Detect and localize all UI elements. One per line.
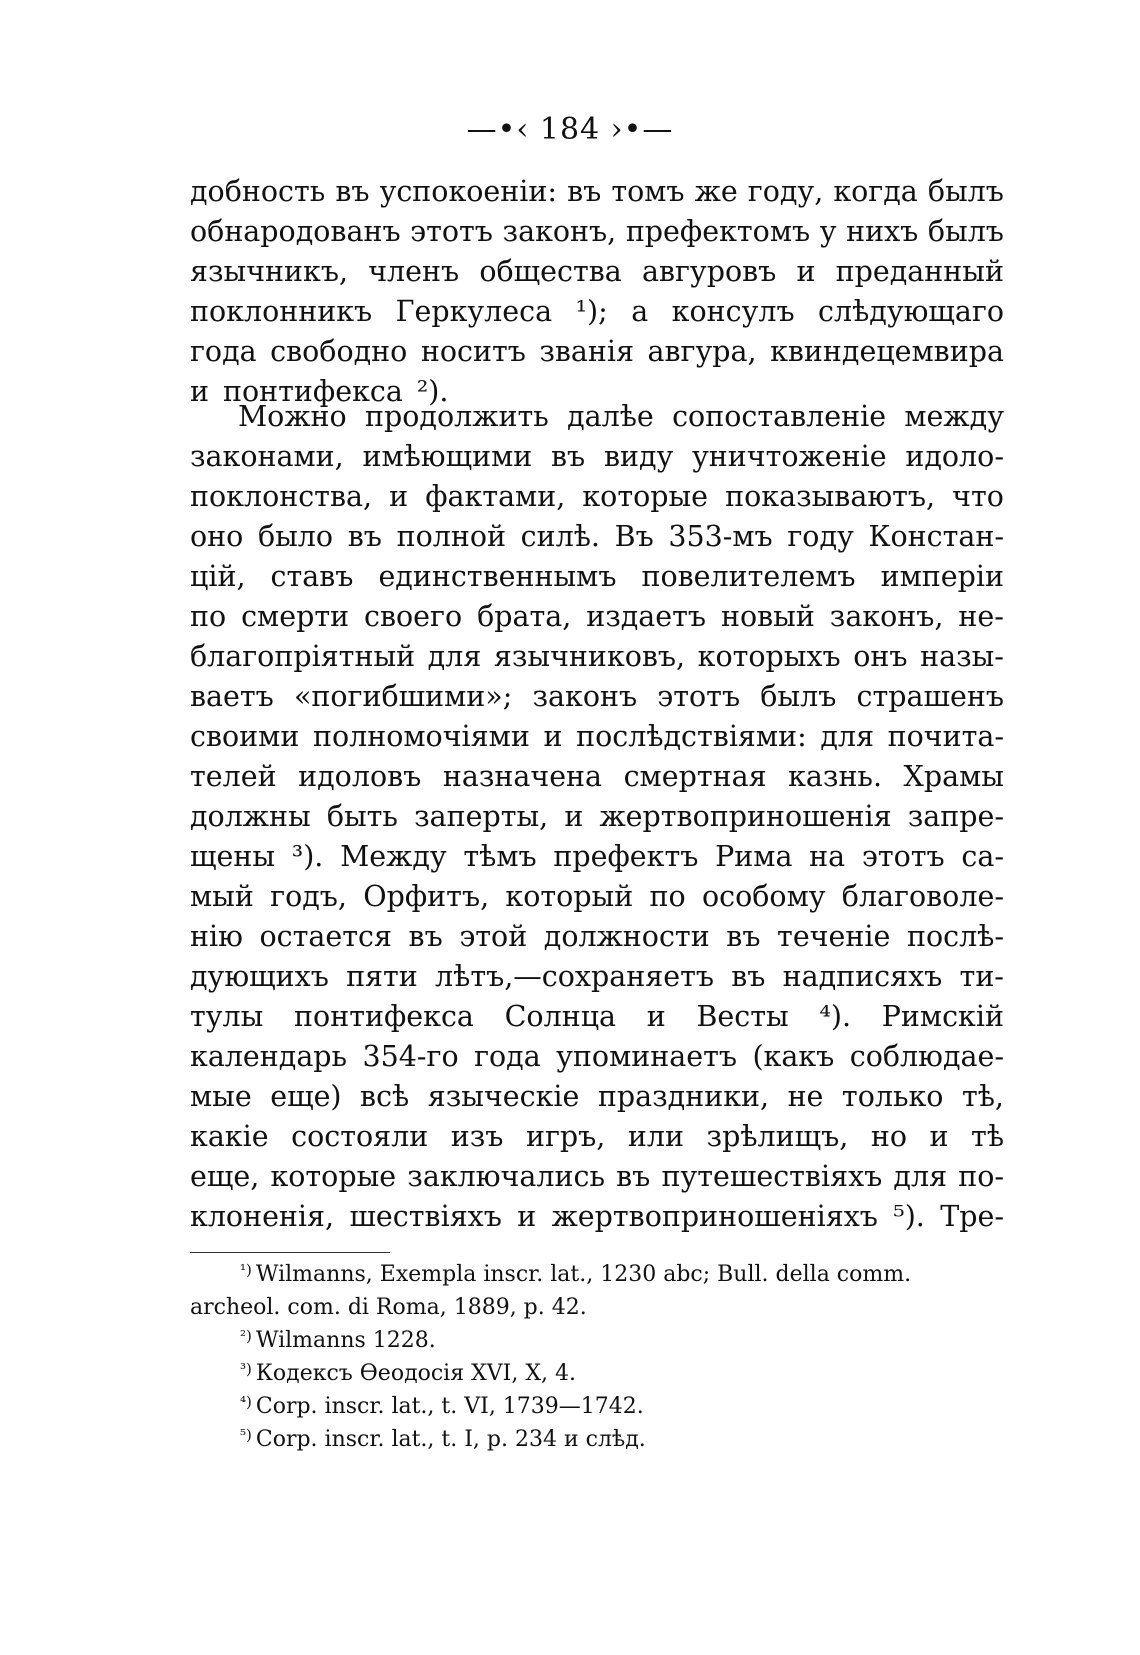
word: но	[870, 1120, 907, 1153]
footnote-mark: ⁵)	[240, 1426, 252, 1444]
word: послѣ-	[906, 920, 1004, 953]
word: квиндецемвира	[770, 335, 1004, 368]
word: упоминаетъ	[556, 1040, 737, 1073]
word: единственнымъ	[378, 560, 617, 593]
word: продолжить	[365, 400, 549, 433]
text-line	[190, 1200, 1004, 1240]
word: показываютъ,	[725, 480, 936, 513]
word: въ	[567, 175, 602, 208]
word: году	[787, 520, 854, 553]
word: назы-	[920, 640, 1004, 673]
word: для	[893, 1160, 948, 1193]
text-line	[190, 1000, 1004, 1040]
word: законами,	[190, 440, 344, 473]
paragraph-2	[190, 400, 1004, 1240]
word: цій,	[190, 560, 246, 593]
word: полной	[396, 520, 506, 553]
word: благоволе-	[841, 880, 1004, 913]
word: этотъ	[410, 215, 493, 248]
word: префектомъ	[625, 215, 811, 248]
word: быть	[326, 800, 398, 833]
word: томъ	[611, 175, 685, 208]
word: своего	[364, 600, 463, 633]
word: что	[952, 480, 1004, 513]
word: авгура,	[647, 335, 757, 368]
text-line	[190, 600, 1004, 640]
text-line	[190, 1040, 1004, 1080]
word: еще,	[190, 1160, 260, 1193]
word: и	[929, 1120, 949, 1153]
word: и	[517, 1200, 537, 1233]
word: и	[190, 375, 209, 408]
word: смертная	[623, 760, 767, 793]
text-line	[190, 335, 1004, 375]
text-line	[190, 1160, 1004, 1200]
footnote-divider	[190, 1252, 390, 1253]
word: виду	[603, 440, 674, 473]
word: телей	[190, 760, 277, 793]
word: Римскій	[881, 1000, 1004, 1033]
word: тѣ	[971, 1120, 1004, 1153]
footnote-text: Corp. inscr. lat., t. I, p. 234 и слѣд.	[255, 1427, 646, 1452]
word: ³).	[291, 840, 324, 873]
word: смерти	[241, 600, 350, 633]
word: слѣдующаго	[818, 295, 1004, 328]
footnote-text: Wilmanns, Exempla inscr. lat., 1230 abc; Bull. della comm.	[255, 1262, 912, 1287]
word: повелителемъ	[641, 560, 856, 593]
word: Орфитъ,	[363, 880, 490, 913]
word: календарь	[190, 1040, 348, 1073]
text-line	[190, 800, 1004, 840]
text-line	[190, 1120, 1004, 1160]
word: былъ	[927, 215, 1004, 248]
word: ²).	[416, 375, 449, 408]
word: ⁴).	[819, 1000, 852, 1033]
word: свободно	[270, 335, 408, 368]
word: законъ,	[502, 215, 617, 248]
text-line	[190, 760, 1004, 800]
word: которыхъ	[697, 640, 841, 673]
word: оно	[190, 520, 244, 553]
word: Тре-	[940, 1200, 1004, 1233]
word: 354-го	[362, 1040, 459, 1073]
word: по	[649, 880, 686, 913]
word: законъ,	[829, 600, 944, 633]
word: не-	[958, 600, 1004, 633]
word: и	[389, 480, 409, 513]
word: въ	[551, 440, 586, 473]
word: заперты,	[414, 800, 549, 833]
word: законъ	[532, 680, 638, 713]
word: изъ	[450, 1120, 504, 1153]
word: авгуровъ	[641, 255, 777, 288]
word: всѣ	[360, 1080, 410, 1113]
word: полномочіями	[312, 720, 530, 753]
word: консулъ	[671, 295, 795, 328]
word: который	[505, 880, 634, 913]
word: тѣ,	[961, 1080, 1004, 1113]
word: своими	[190, 720, 300, 753]
word: поклонства,	[190, 480, 373, 513]
word: должны	[190, 800, 311, 833]
word: и	[796, 255, 816, 288]
word: Между	[340, 840, 447, 873]
text-line	[190, 880, 1004, 920]
page-number: —•‹ 184 ›•—	[466, 112, 674, 147]
word: годъ,	[270, 880, 347, 913]
word: какіе	[190, 1120, 269, 1153]
word: Храмы	[903, 760, 1004, 793]
word: года	[190, 335, 257, 368]
word: былъ	[760, 680, 837, 713]
word: новый	[720, 600, 815, 633]
footnote-mark: ²)	[240, 1327, 252, 1345]
word: ти-	[959, 960, 1004, 993]
word: ⁵).	[893, 1200, 925, 1233]
word: поклонникъ	[190, 295, 373, 328]
word: въ	[616, 1160, 651, 1193]
text-line	[190, 255, 1004, 295]
word: языческіе	[427, 1080, 580, 1113]
word: на	[809, 840, 846, 873]
word: и	[564, 800, 584, 833]
text-line	[190, 1080, 1004, 1120]
word: жертвоприношенія	[599, 800, 892, 833]
word: соблюдае-	[849, 1040, 1004, 1073]
text-line	[190, 520, 1004, 560]
word: Весты	[696, 1000, 789, 1033]
word: нію	[190, 920, 243, 953]
word: Констан-	[868, 520, 1004, 553]
text-line	[190, 215, 1004, 255]
text-line	[190, 960, 1004, 1000]
word: клоненія,	[190, 1200, 335, 1233]
footnote-text: Кодексъ Ѳеодосія XVI, X, 4.	[255, 1361, 576, 1386]
word: успокоеніи:	[379, 175, 558, 208]
word: силѣ.	[520, 520, 600, 553]
word: запре-	[907, 800, 1004, 833]
word: Рима	[715, 840, 793, 873]
word: ваетъ	[190, 680, 274, 713]
footnote-continuation: archeol. com. di Roma, 1889, p. 42.	[190, 1295, 587, 1320]
word: у	[819, 215, 837, 248]
word: же	[694, 175, 738, 208]
word: для	[427, 640, 482, 673]
word: тѣмъ	[463, 840, 537, 873]
word: нихъ	[846, 215, 919, 248]
word: званія	[539, 335, 635, 368]
word: году,	[747, 175, 824, 208]
word: брата,	[477, 600, 572, 633]
word: остается	[259, 920, 392, 953]
footnote-mark: ¹)	[240, 1261, 252, 1279]
word: страшенъ	[856, 680, 1004, 713]
word: и	[543, 720, 563, 753]
word: «погибшими»;	[293, 680, 513, 713]
text-line	[190, 295, 1004, 335]
footnote-item	[190, 1394, 1004, 1427]
word: понтифекса	[223, 375, 403, 408]
word: назначена	[442, 760, 603, 793]
word: почита-	[887, 720, 1004, 753]
word: праздники,	[597, 1080, 770, 1113]
text-line	[190, 400, 1004, 440]
word: шествіяхъ	[349, 1200, 502, 1233]
word: въ	[335, 175, 370, 208]
word: по	[190, 600, 227, 633]
word: благопріятный	[190, 640, 416, 673]
text-line	[190, 920, 1004, 960]
word: или	[627, 1120, 684, 1153]
word: идоло-	[905, 440, 1004, 473]
word: имперіи	[880, 560, 1004, 593]
footnote-item	[190, 1427, 1004, 1460]
footnotes	[190, 1262, 1004, 1460]
word: для	[820, 720, 874, 753]
word: издаетъ	[586, 600, 707, 633]
word: общества	[479, 255, 622, 288]
footnote-item	[190, 1328, 1004, 1361]
word: и	[646, 1000, 666, 1033]
word: еще)	[270, 1080, 342, 1113]
word: язычниковъ,	[493, 640, 686, 673]
word: мый	[190, 880, 254, 913]
word: мые	[190, 1080, 252, 1113]
word: въ	[731, 960, 766, 993]
footnote-item	[190, 1262, 1004, 1295]
word: онъ	[853, 640, 908, 673]
word: ставъ	[270, 560, 354, 593]
word: (какъ	[752, 1040, 835, 1073]
word: года	[474, 1040, 541, 1073]
word: въ	[347, 520, 382, 553]
word: состояли	[291, 1120, 429, 1153]
footnote-mark: ³)	[240, 1360, 252, 1378]
word: по-	[958, 1160, 1004, 1193]
word: которые	[582, 480, 709, 513]
word: далѣе	[567, 400, 654, 433]
footnote-item	[190, 1361, 1004, 1394]
word: Въ	[614, 520, 654, 553]
word: игръ,	[525, 1120, 606, 1153]
word: лѣтъ,—сохраняетъ	[435, 960, 714, 993]
word: членъ	[368, 255, 460, 288]
word: этотъ	[861, 840, 945, 873]
text-line	[190, 680, 1004, 720]
word: идоловъ	[298, 760, 422, 793]
text-line	[190, 840, 1004, 880]
footnote-text: Corp. inscr. lat., t. VI, 1739—1742.	[255, 1394, 644, 1419]
word: когда	[833, 175, 918, 208]
word: са-	[961, 840, 1004, 873]
word: Солнца	[504, 1000, 617, 1033]
word: въ	[726, 920, 761, 953]
word: этотъ	[657, 680, 741, 713]
word: 353-мъ	[668, 520, 773, 553]
word: между	[904, 400, 1004, 433]
text-line	[190, 720, 1004, 760]
word: язычникъ,	[190, 255, 349, 288]
word: Можно	[238, 400, 347, 433]
footnote-text: Wilmanns 1228.	[255, 1328, 436, 1353]
word: ¹);	[575, 295, 608, 328]
word: фактами,	[425, 480, 566, 513]
text-line	[190, 175, 1004, 215]
text-line	[190, 480, 1004, 520]
word: путешествіяхъ	[661, 1160, 883, 1193]
word: былъ	[927, 175, 1004, 208]
footnote-mark: ⁴)	[240, 1393, 252, 1411]
word: преданный	[835, 255, 1004, 288]
word: пяти	[346, 960, 418, 993]
paragraph-1	[190, 175, 1004, 415]
text-line	[190, 440, 1004, 480]
word: этой	[459, 920, 528, 953]
word: имѣющими	[362, 440, 533, 473]
word: префектъ	[553, 840, 699, 873]
word: заключались	[407, 1160, 605, 1193]
word: должности	[543, 920, 710, 953]
word: тулы	[190, 1000, 264, 1033]
word: уничтоженіе	[692, 440, 887, 473]
word: было	[257, 520, 334, 553]
word: Геркулеса	[395, 295, 553, 328]
word: добность	[190, 175, 326, 208]
word: обнародованъ	[190, 215, 401, 248]
word: щены	[190, 840, 276, 873]
word: сопоставленіе	[672, 400, 887, 433]
word: теченіе	[777, 920, 891, 953]
word: особому	[701, 880, 826, 913]
text-line	[190, 560, 1004, 600]
word: дующихъ	[190, 960, 329, 993]
word: понтифекса	[294, 1000, 474, 1033]
word: зрѣлищъ,	[706, 1120, 849, 1153]
word: надписяхъ	[782, 960, 943, 993]
word: не	[787, 1080, 824, 1113]
word: послѣдствіями:	[576, 720, 807, 753]
word: въ	[408, 920, 443, 953]
word: которые	[270, 1160, 397, 1193]
word: жертвоприношеніяхъ	[551, 1200, 878, 1233]
word: а	[631, 295, 649, 328]
text-line	[190, 640, 1004, 680]
word: только	[841, 1080, 944, 1113]
word: носитъ	[420, 335, 526, 368]
word: казнь.	[788, 760, 883, 793]
